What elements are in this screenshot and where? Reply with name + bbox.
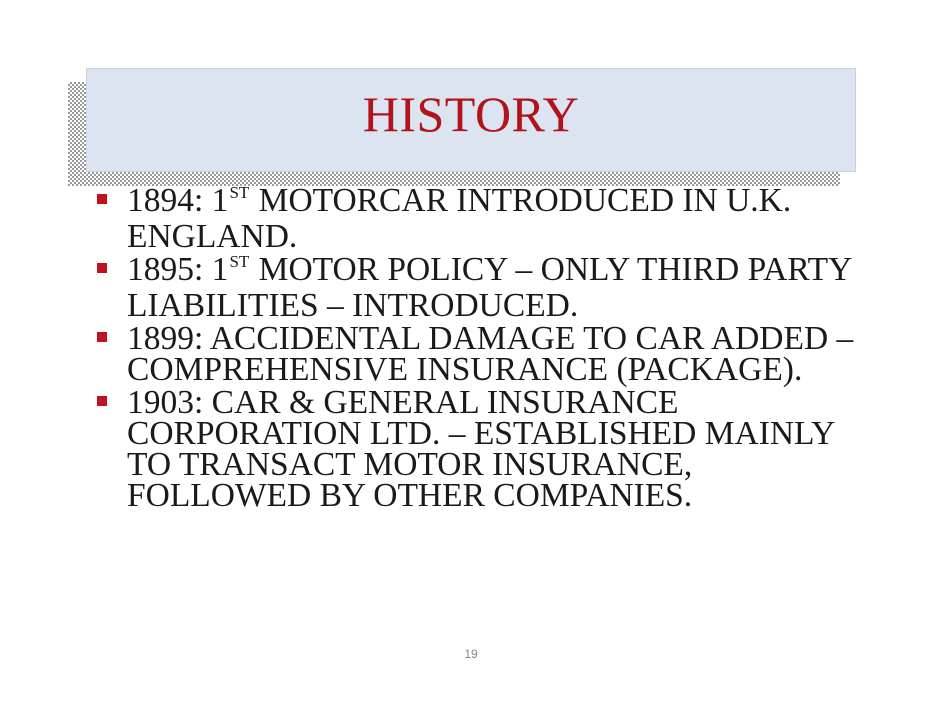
bullet-text: 1899: ACCIDENTAL DAMAGE TO CAR ADDED – COMPREHENSIVE INSURANCE (PACKAGE). xyxy=(127,320,854,388)
page-number: 19 xyxy=(464,647,478,661)
square-bullet-icon xyxy=(97,194,107,204)
bullet-item-1903 xyxy=(97,384,857,514)
bullet-item-1899 xyxy=(97,320,857,388)
square-bullet-icon xyxy=(97,263,107,273)
square-bullet-icon xyxy=(97,332,107,342)
superscript: ST xyxy=(229,183,250,202)
bullet-item-1895 xyxy=(97,251,857,324)
bullet-item-1894 xyxy=(97,182,857,255)
bullet-list xyxy=(97,182,857,514)
square-bullet-icon xyxy=(97,396,107,406)
bullet-text-end: MOTOR POLICY – ONLY THIRD PARTY LIABILITIES – INTRODUCED. xyxy=(127,251,852,324)
slide-title: HISTORY xyxy=(362,86,580,142)
superscript: ST xyxy=(229,252,250,271)
bullet-text-start: 1894: 1 xyxy=(127,182,229,219)
bullet-text-start: 1895: 1 xyxy=(127,251,229,288)
bullet-text-end: MOTORCAR INTRODUCED IN U.K. ENGLAND. xyxy=(127,182,792,255)
bullet-text: 1903: CAR & GENERAL INSURANCE CORPORATION LTD. – ESTABLISHED MAINLY TO TRANSACT MOTOR INSURANCE, FOLLOWED BY OTHER COMPANIES. xyxy=(127,384,835,514)
